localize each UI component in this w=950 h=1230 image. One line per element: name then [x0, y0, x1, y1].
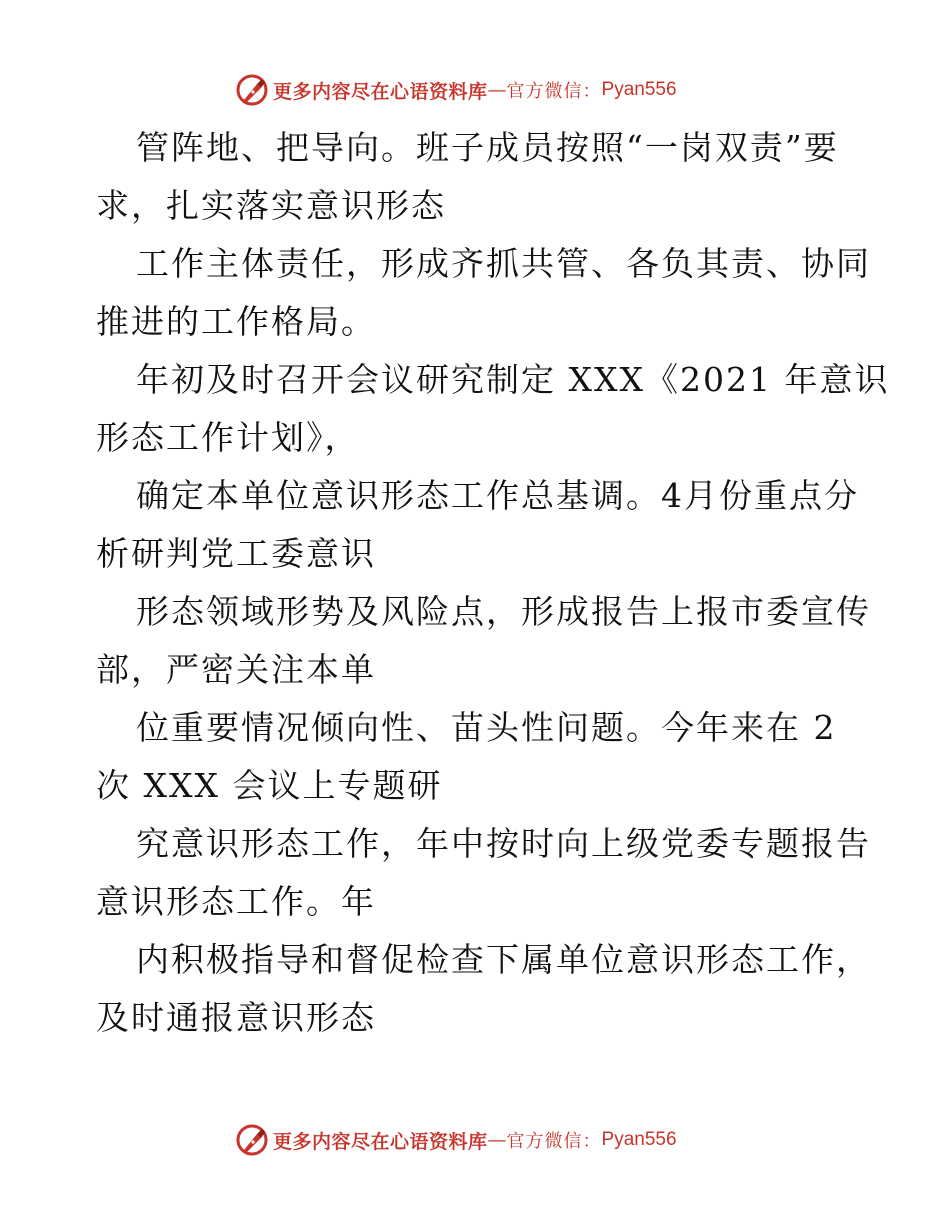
- footer-watermark: [0, 1120, 950, 1160]
- watermark-wechat-id: Pyan556: [601, 1129, 677, 1150]
- body-line: 管阵地、把导向。班子成员按照“一岗双责”要: [136, 128, 839, 167]
- pen-nib-logo-icon: [235, 73, 269, 107]
- body-line: 形态领域形势及风险点，形成报告上报市委宣传: [136, 592, 871, 631]
- body-line: 次 XXX 会议上专题研: [96, 766, 443, 805]
- body-line: 部，严密关注本单: [96, 650, 376, 689]
- watermark-wechat-label: 官方微信：: [506, 81, 602, 102]
- watermark-wechat-label: 官方微信：: [506, 1131, 602, 1152]
- watermark-wechat-id: Pyan556: [601, 79, 677, 100]
- header-watermark: [0, 70, 950, 110]
- body-line: 究意识形态工作，年中按时向上级党委专题报告: [136, 824, 871, 863]
- body-line: 内积极指导和督促检查下属单位意识形态工作，: [136, 940, 871, 979]
- watermark-text: 更多内容尽在心语资料库: [273, 1130, 488, 1153]
- watermark-separator: —: [487, 1129, 507, 1151]
- body-line: 工作主体责任，形成齐抓共管、各负其责、协同: [136, 244, 871, 283]
- body-line: 析研判党工委意识: [96, 534, 376, 573]
- pen-nib-logo-icon: [235, 1123, 269, 1157]
- body-line: 推进的工作格局。: [96, 302, 376, 341]
- watermark-text: 更多内容尽在心语资料库: [273, 80, 488, 103]
- body-line: 确定本单位意识形态工作总基调。4月份重点分: [136, 476, 859, 515]
- body-line: 年初及时召开会议研究制定 XXX《2021 年意识: [136, 360, 890, 399]
- body-line: 求，扎实落实意识形态: [96, 186, 446, 225]
- body-line: 及时通报意识形态: [96, 998, 376, 1037]
- watermark-separator: —: [487, 79, 507, 101]
- body-line: 意识形态工作。年: [96, 882, 376, 921]
- body-line: 形态工作计划》，: [96, 418, 360, 457]
- body-line: 位重要情况倾向性、苗头性问题。今年来在 2: [136, 708, 837, 747]
